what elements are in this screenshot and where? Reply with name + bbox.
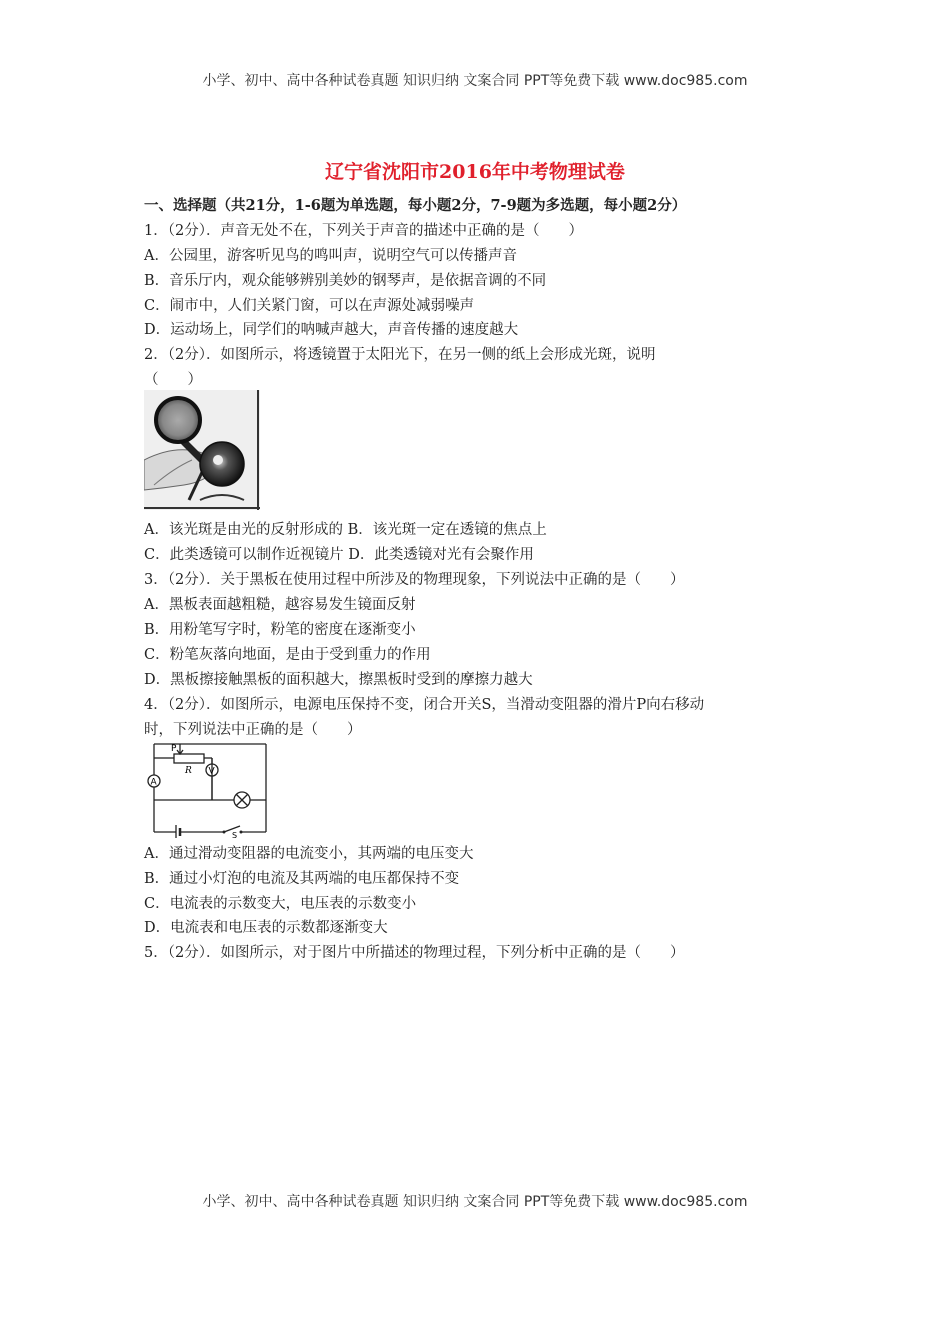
q1-option-c: C．闹市中，人们关紧门窗，可以在声源处减弱噪声	[144, 298, 475, 314]
q4-option-c: C．电流表的示数变大，电压表的示数变小	[144, 896, 417, 912]
q1-option-d: D．运动场上，同学们的呐喊声越大，声音传播的速度越大	[144, 322, 519, 338]
lens-figure	[144, 390, 260, 510]
q3-option-b: B．用粉笔写字时，粉笔的密度在逐渐变小	[144, 622, 416, 638]
header-banner: 小学、初中、高中各种试卷真题 知识归纳 文案合同 PPT等免费下载 www.doc985.com	[202, 73, 748, 89]
circuit-label-r: R	[185, 766, 192, 776]
circuit-label-v: V	[208, 766, 215, 777]
q2-options-ab: A．该光斑是由光的反射形成的 B．该光斑一定在透镜的焦点上	[144, 522, 547, 538]
q3-option-a: A．黑板表面越粗糙，越容易发生镜面反射	[144, 597, 416, 613]
q4-option-d: D．电流表和电压表的示数都逐渐变大	[144, 920, 388, 936]
q2-stem-cont: （ ）	[144, 372, 202, 388]
circuit-label-a: A	[150, 777, 157, 788]
q3-option-d: D．黑板擦接触黑板的面积越大，擦黑板时受到的摩擦力越大	[144, 672, 533, 688]
q1-option-a: A．公园里，游客听见鸟的鸣叫声，说明空气可以传播声音	[144, 248, 517, 264]
q1-option-b: B．音乐厅内，观众能够辨别美妙的钢琴声，是依据音调的不同	[144, 273, 547, 289]
circuit-label-p: P	[171, 744, 177, 754]
q4-option-a: A．通过滑动变阻器的电流变小，其两端的电压变大	[144, 846, 474, 862]
q4-stem: 4．（2分）．如图所示，电源电压保持不变，闭合开关S，当滑动变阻器的滑片P向右移动	[144, 697, 705, 713]
q4-option-b: B．通过小灯泡的电流及其两端的电压都保持不变	[144, 871, 460, 887]
circuit-figure	[144, 740, 270, 838]
footer-banner: 小学、初中、高中各种试卷真题 知识归纳 文案合同 PPT等免费下载 www.doc985.com	[202, 1194, 748, 1210]
section-heading: 一、选择题（共21分，1-6题为单选题，每小题2分，7-9题为多选题，每小题2分）	[144, 197, 687, 214]
q2-options-cd: C．此类透镜可以制作近视镜片 D．此类透镜对光有会聚作用	[144, 547, 534, 563]
page-title: 辽宁省沈阳市2016年中考物理试卷	[325, 161, 625, 183]
q2-stem: 2．（2分）．如图所示，将透镜置于太阳光下，在另一侧的纸上会形成光斑，说明	[144, 347, 656, 363]
q1-stem: 1．（2分）．声音无处不在，下列关于声音的描述中正确的是（ ）	[144, 223, 583, 239]
q3-option-c: C．粉笔灰落向地面，是由于受到重力的作用	[144, 647, 431, 663]
circuit-label-s: S	[232, 831, 238, 838]
q5-stem: 5．（2分）．如图所示，对于图片中所描述的物理过程，下列分析中正确的是（ ）	[144, 945, 685, 961]
q3-stem: 3．（2分）．关于黑板在使用过程中所涉及的物理现象，下列说法中正确的是（ ）	[144, 572, 685, 588]
q4-stem-cont: 时，下列说法中正确的是（ ）	[144, 722, 362, 738]
